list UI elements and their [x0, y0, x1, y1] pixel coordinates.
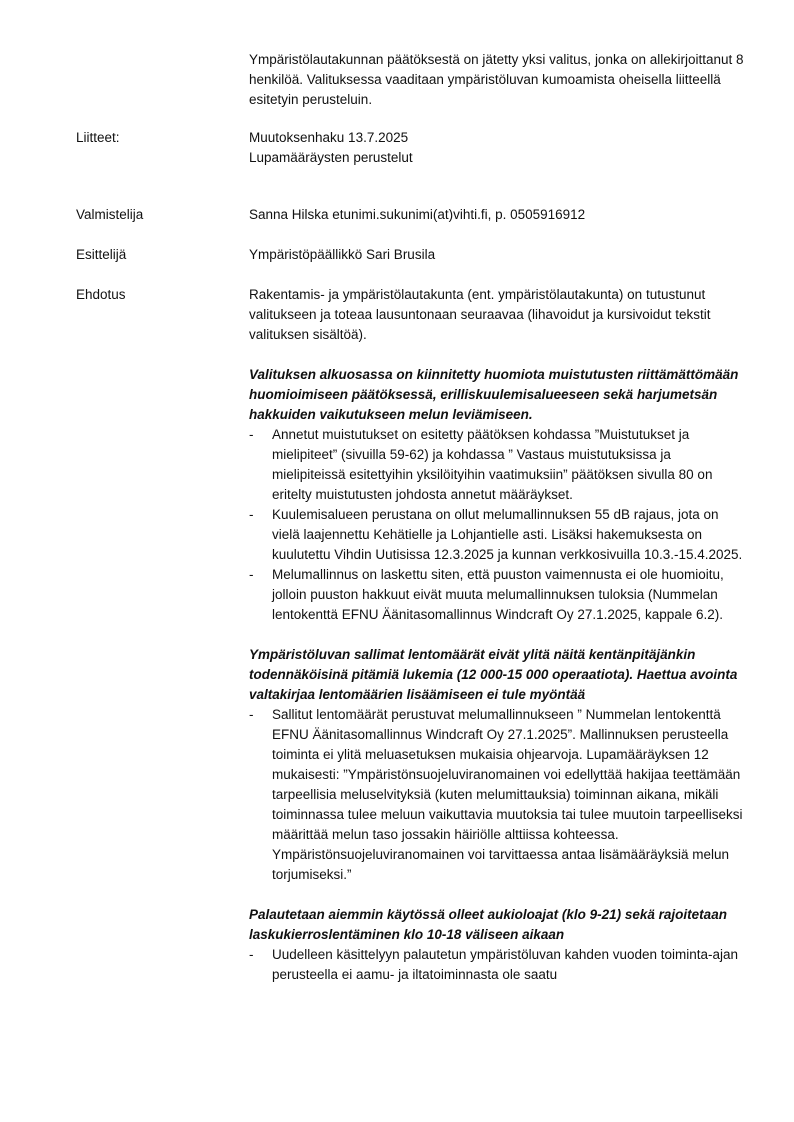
bullet-list [249, 705, 744, 885]
bullet-list [249, 425, 744, 625]
list-item: - Sallitut lentomäärät perustuvat melumallinnukseen ” Nummelan lentokenttä EFNU Äänitasomallinnus Windcraft Oy 27.1.2025”. Mallinnuksen perusteella toiminta ei ylitä meluasetuksen mukaisia ohjearvoja. Lupamääräyksen 12 mukaisesti: ”Ympäristönsuojeluviranomainen voi edellyttää hakijaa teettämään tarpeellisia meluselvityksiä (kuten melumittauksia) toiminnan aikana, mikäli toiminnassa tulee meluun vaikuttavia muutoksia tai tulee muutoin tarpeelliseksi määrittää melun taso jossakin häiriölle alttiissa kohteessa. Ympäristönsuojeluviranomainen voi tarvittaessa antaa lisämääräyksiä melun torjumiseksi.” [249, 707, 743, 882]
attachments-label: Liitteet: [76, 130, 120, 145]
dash-bullet-icon: - [249, 567, 254, 582]
presenter-value: Ympäristöpäällikkö Sari Brusila [249, 247, 436, 262]
dash-bullet-icon: - [249, 947, 254, 962]
presenter-label: Esittelijä [76, 247, 127, 262]
dash-bullet-icon: - [249, 507, 254, 522]
attachments-list [249, 128, 744, 168]
list-item: - Kuulemisalueen perustana on ollut melumallinnuksen 55 dB rajaus, jota on vielä laajennettu Kehätielle ja Lohjantielle asti. Lisäksi hakemuksesta on kuulutettu Vihdin Uutisissa 12.3.2025 ja kunnan verkkosivuilla 10.3.-15.4.2025. [249, 507, 743, 562]
bullet-list [249, 945, 744, 985]
attachment-item[interactable]: Lupamääräysten perustelut [249, 150, 413, 165]
section-heading: Ympäristöluvan sallimat lentomäärät eivät ylitä näitä kentänpitäjänkin todennäköisinä pitämiä lukemia (12 000-15 000 operaatiota). Haettua avointa valtakirjaa lentomäärien lisäämiseen ei tule myöntää [249, 647, 738, 702]
intro-paragraph: Ympäristölautakunnan päätöksestä on jätetty yksi valitus, jonka on allekirjoittanut 8 henkilöä. Valituksessa vaaditaan ympäristöluvan kumoamista oheisella liitteellä esitetyin perusteluin. [249, 52, 744, 107]
list-item: - Melumallinnus on laskettu siten, että puuston vaimennusta ei ole huomioitu, jolloin puuston hakkuut eivät muuta melumallinnuksen tuloksia (Nummelan lentokenttä EFNU Äänitasomallinnus Windcraft Oy 27.1.2025, kappale 6.2). [249, 567, 724, 622]
proposal-label: Ehdotus [76, 287, 126, 302]
proposal-intro: Rakentamis- ja ympäristölautakunta (ent. ympäristölautakunta) on tutustunut valitukseen ja toteaa lausuntonaan seuraavaa (lihavoidut ja kursivoidut tekstit valituksen sisältöä). [249, 287, 711, 342]
preparer-label: Valmistelija [76, 207, 144, 222]
dash-bullet-icon: - [249, 707, 254, 722]
section-heading: Palautetaan aiemmin käytössä olleet aukioloajat (klo 9-21) sekä rajoitetaan laskukierroslentäminen klo 10-18 väliseen aikaan [249, 907, 727, 942]
proposal-body [249, 285, 744, 985]
list-item: - Uudelleen käsittelyyn palautetun ympäristöluvan kahden vuoden toiminta-ajan perusteella ei aamu- ja iltatoiminnasta ole saatu [249, 947, 739, 982]
list-item: - Annetut muistutukset on esitetty päätöksen kohdassa ”Muistutukset ja mielipiteet” (sivuilla 59-62) ja kohdassa ” Vastaus muistutuksissa ja mielipiteissä esitettyihin yksilöityihin vaatimuksiin” päätöksen sivulla 80 on eritelty muistutusten johdosta annetut määräykset. [249, 427, 713, 502]
attachment-item[interactable]: Muutoksenhaku 13.7.2025 [249, 130, 409, 145]
dash-bullet-icon: - [249, 427, 254, 442]
preparer-value: Sanna Hilska etunimi.sukunimi(at)vihti.fi, p. 0505916912 [249, 207, 586, 222]
section-heading: Valituksen alkuosassa on kiinnitetty huomiota muistutusten riittämättömään huomioimiseen päätöksessä, erilliskuulemisalueeseen sekä harjumetsän hakkuiden vaikutukseen melun leviämiseen. [249, 367, 739, 422]
